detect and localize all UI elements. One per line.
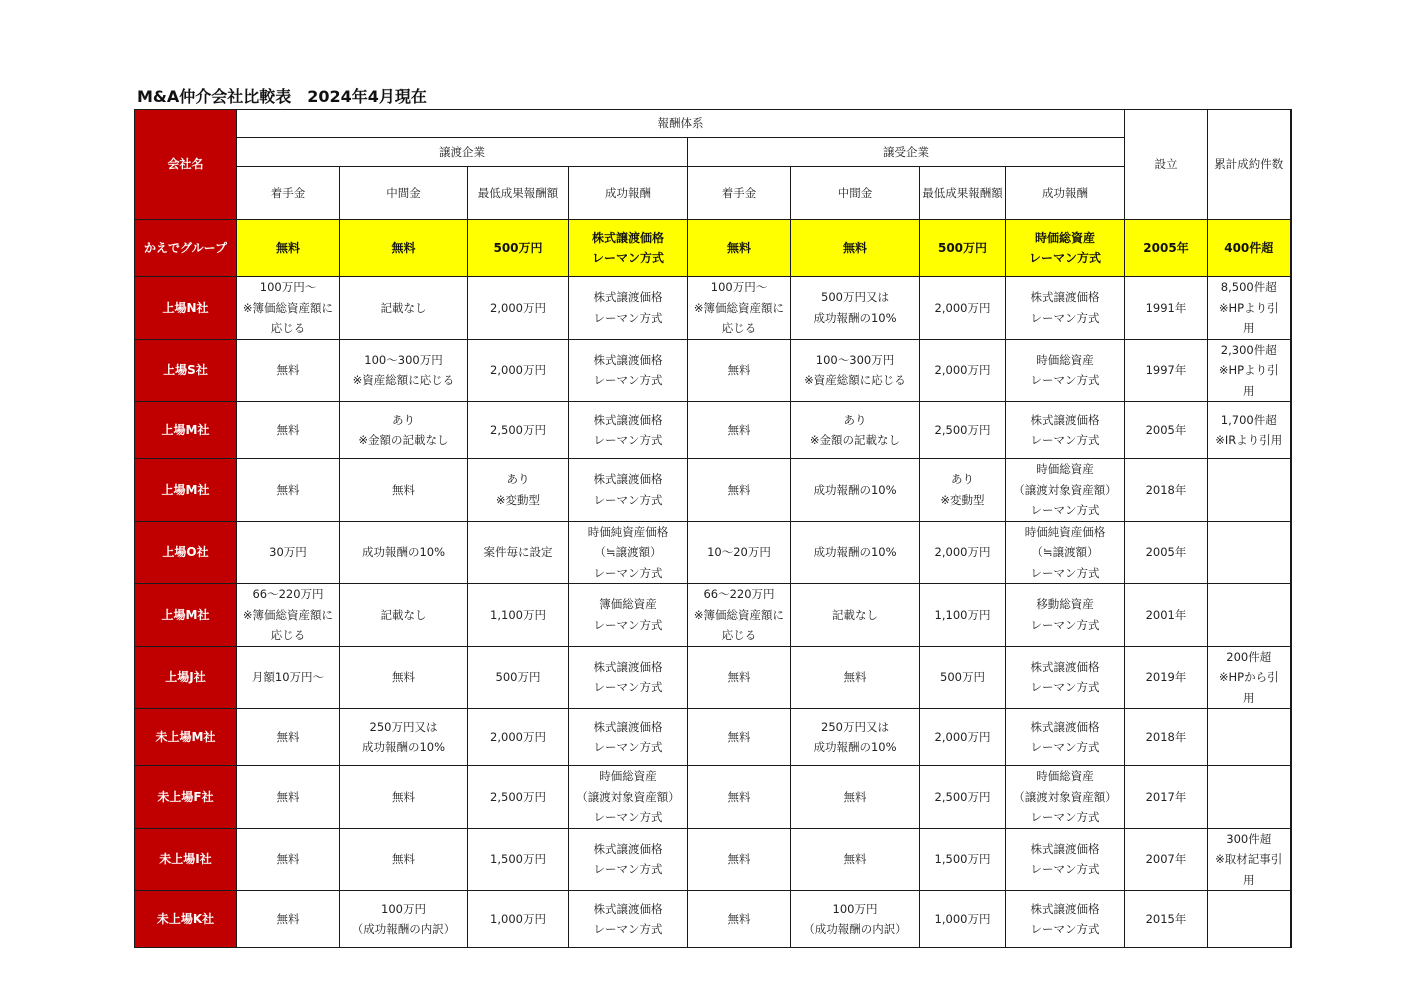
company-name-cell: 未上場K社 [135,891,237,948]
buyer-retainer-cell: 無料 [688,709,791,766]
buyer-minimum-fee-cell: 2,500万円 [920,402,1006,459]
seller-interim-cell: 100～300万円 ※資産総額に応じる [340,339,468,402]
established-cell: 2005年 [1125,220,1208,277]
seller-interim-header: 中間金 [340,167,468,220]
buyer-minimum-fee-cell: 1,000万円 [920,891,1006,948]
seller-minimum-fee-cell: 案件毎に設定 [468,521,569,584]
seller-interim-cell: 無料 [340,766,468,829]
buyer-retainer-cell: 無料 [688,646,791,709]
company-name-header: 会社名 [135,110,237,220]
seller-minimum-fee-cell: 2,000万円 [468,709,569,766]
buyer-retainer-cell: 無料 [688,766,791,829]
seller-interim-cell: 成功報酬の10% [340,521,468,584]
seller-interim-cell: 無料 [340,220,468,277]
buyer-interim-cell: 無料 [791,828,920,891]
seller-interim-cell: 記載なし [340,584,468,647]
seller-minimum-fee-cell: あり ※変動型 [468,459,569,522]
seller-success-fee-cell: 株式譲渡価格 レーマン方式 [569,709,688,766]
table-row [135,891,1291,948]
seller-interim-cell: 250万円又は 成功報酬の10% [340,709,468,766]
seller-interim-cell: 100万円 （成功報酬の内訳） [340,891,468,948]
buyer-retainer-cell: 無料 [688,891,791,948]
buyer-interim-cell: 無料 [791,646,920,709]
established-header: 設立 [1125,110,1208,220]
total-deals-cell [1208,766,1291,829]
company-name-cell: かえでグループ [135,220,237,277]
buyer-interim-cell: 250万円又は 成功報酬の10% [791,709,920,766]
seller-success-fee-cell: 株式譲渡価格 レーマン方式 [569,277,688,340]
table-row [135,584,1291,647]
total-deals-cell: 1,700件超 ※IRより引用 [1208,402,1291,459]
highlight-row [135,220,1291,277]
buyer-success-fee-cell: 時価総資産 レーマン方式 [1006,220,1125,277]
seller-success-fee-cell: 時価総資産 （譲渡対象資産額） レーマン方式 [569,766,688,829]
seller-minimum-fee-cell: 2,000万円 [468,277,569,340]
seller-minimum-fee-cell: 1,500万円 [468,828,569,891]
established-cell: 2017年 [1125,766,1208,829]
total-deals-cell [1208,891,1291,948]
seller-minimum-fee-cell: 2,500万円 [468,766,569,829]
buyer-minimum-fee-cell: 2,000万円 [920,339,1006,402]
seller-interim-cell: あり ※金額の記載なし [340,402,468,459]
seller-interim-cell: 無料 [340,828,468,891]
total-deals-cell: 400件超 [1208,220,1291,277]
buyer-minimum-fee-cell: 2,000万円 [920,521,1006,584]
company-name-cell: 未上場M社 [135,709,237,766]
company-name-cell: 未上場F社 [135,766,237,829]
established-cell: 2001年 [1125,584,1208,647]
buyer-success-header: 成功報酬 [1006,167,1125,220]
buyer-minimum-fee-cell: 1,100万円 [920,584,1006,647]
seller-minimum-fee-cell: 500万円 [468,646,569,709]
company-name-cell: 未上場I社 [135,828,237,891]
buyer-success-fee-cell: 時価純資産価格 （≒譲渡額） レーマン方式 [1006,521,1125,584]
total-deals-cell [1208,521,1291,584]
seller-retainer-cell: 30万円 [237,521,340,584]
seller-minimum-fee-cell: 2,000万円 [468,339,569,402]
total-deals-cell [1208,459,1291,522]
buyer-minimum-fee-cell: 1,500万円 [920,828,1006,891]
buyer-interim-cell: 無料 [791,220,920,277]
buyer-minimum-fee-cell: 500万円 [920,646,1006,709]
seller-retainer-cell: 66～220万円 ※簿価総資産額に 応じる [237,584,340,647]
buyer-success-fee-cell: 移動総資産 レーマン方式 [1006,584,1125,647]
buyer-success-fee-cell: 株式譲渡価格 レーマン方式 [1006,891,1125,948]
seller-retainer-cell: 月額10万円～ [237,646,340,709]
company-name-cell: 上場N社 [135,277,237,340]
buyer-success-fee-cell: 時価総資産 レーマン方式 [1006,339,1125,402]
seller-retainer-cell: 無料 [237,828,340,891]
seller-retainer-cell: 無料 [237,891,340,948]
seller-interim-cell: 無料 [340,646,468,709]
buyer-retainer-cell: 無料 [688,339,791,402]
company-name-cell: 上場M社 [135,459,237,522]
seller-success-header: 成功報酬 [569,167,688,220]
established-cell: 2005年 [1125,521,1208,584]
company-name-cell: 上場M社 [135,584,237,647]
buyer-success-fee-cell: 株式譲渡価格 レーマン方式 [1006,646,1125,709]
seller-retainer-header: 着手金 [237,167,340,220]
total-deals-header: 累計成約件数 [1208,110,1291,220]
buyer-interim-cell: 成功報酬の10% [791,459,920,522]
established-cell: 2019年 [1125,646,1208,709]
buyer-interim-cell: 100～300万円 ※資産総額に応じる [791,339,920,402]
buyer-success-fee-cell: 時価総資産 （譲渡対象資産額） レーマン方式 [1006,459,1125,522]
comparison-table [134,109,1292,948]
established-cell: 1991年 [1125,277,1208,340]
table-row [135,766,1291,829]
table-row [135,459,1291,522]
buyer-retainer-cell: 66～220万円 ※簿価総資産額に 応じる [688,584,791,647]
total-deals-cell: 8,500件超 ※HPより引 用 [1208,277,1291,340]
table-row [135,828,1291,891]
seller-minimum-fee-cell: 2,500万円 [468,402,569,459]
seller-success-fee-cell: 簿価総資産 レーマン方式 [569,584,688,647]
buyer-retainer-header: 着手金 [688,167,791,220]
buyer-retainer-cell: 無料 [688,402,791,459]
buyer-retainer-cell: 無料 [688,220,791,277]
buyer-retainer-cell: 100万円～ ※簿価総資産額に 応じる [688,277,791,340]
buyer-group-header: 譲受企業 [688,138,1125,167]
fee-system-header: 報酬体系 [237,110,1125,138]
seller-minimum-fee-cell: 1,100万円 [468,584,569,647]
buyer-success-fee-cell: 株式譲渡価格 レーマン方式 [1006,402,1125,459]
company-name-cell: 上場J社 [135,646,237,709]
seller-interim-cell: 記載なし [340,277,468,340]
company-name-cell: 上場O社 [135,521,237,584]
total-deals-cell: 2,300件超 ※HPより引 用 [1208,339,1291,402]
buyer-success-fee-cell: 株式譲渡価格 レーマン方式 [1006,709,1125,766]
seller-retainer-cell: 100万円～ ※簿価総資産額に 応じる [237,277,340,340]
total-deals-cell: 300件超 ※取材記事引 用 [1208,828,1291,891]
buyer-success-fee-cell: 時価総資産 （譲渡対象資産額） レーマン方式 [1006,766,1125,829]
company-name-cell: 上場S社 [135,339,237,402]
buyer-success-fee-cell: 株式譲渡価格 レーマン方式 [1006,277,1125,340]
company-name-cell: 上場M社 [135,402,237,459]
seller-retainer-cell: 無料 [237,339,340,402]
seller-success-fee-cell: 時価純資産価格 （≒譲渡額） レーマン方式 [569,521,688,584]
seller-interim-cell: 無料 [340,459,468,522]
buyer-interim-cell: 無料 [791,766,920,829]
table-row [135,709,1291,766]
established-cell: 2005年 [1125,402,1208,459]
seller-retainer-cell: 無料 [237,402,340,459]
seller-success-fee-cell: 株式譲渡価格 レーマン方式 [569,402,688,459]
buyer-interim-cell: あり ※金額の記載なし [791,402,920,459]
seller-minimum-header: 最低成果報酬額 [468,167,569,220]
seller-minimum-fee-cell: 500万円 [468,220,569,277]
seller-success-fee-cell: 株式譲渡価格 レーマン方式 [569,220,688,277]
total-deals-cell [1208,584,1291,647]
buyer-interim-cell: 成功報酬の10% [791,521,920,584]
seller-success-fee-cell: 株式譲渡価格 レーマン方式 [569,646,688,709]
seller-retainer-cell: 無料 [237,220,340,277]
total-deals-cell [1208,709,1291,766]
buyer-minimum-header: 最低成果報酬額 [920,167,1006,220]
seller-success-fee-cell: 株式譲渡価格 レーマン方式 [569,828,688,891]
table-row [135,646,1291,709]
established-cell: 2018年 [1125,709,1208,766]
table-row [135,277,1291,340]
buyer-minimum-fee-cell: 2,000万円 [920,277,1006,340]
page-title: M&A仲介会社比較表 2024年4月現在 [137,87,427,106]
table-row [135,521,1291,584]
table-row [135,339,1291,402]
seller-success-fee-cell: 株式譲渡価格 レーマン方式 [569,891,688,948]
established-cell: 1997年 [1125,339,1208,402]
buyer-interim-cell: 500万円又は 成功報酬の10% [791,277,920,340]
buyer-minimum-fee-cell: 2,500万円 [920,766,1006,829]
seller-retainer-cell: 無料 [237,709,340,766]
seller-group-header: 譲渡企業 [237,138,688,167]
buyer-minimum-fee-cell: あり ※変動型 [920,459,1006,522]
buyer-interim-cell: 100万円 （成功報酬の内訳） [791,891,920,948]
established-cell: 2015年 [1125,891,1208,948]
buyer-minimum-fee-cell: 500万円 [920,220,1006,277]
buyer-minimum-fee-cell: 2,000万円 [920,709,1006,766]
seller-success-fee-cell: 株式譲渡価格 レーマン方式 [569,339,688,402]
seller-retainer-cell: 無料 [237,459,340,522]
seller-retainer-cell: 無料 [237,766,340,829]
buyer-interim-cell: 記載なし [791,584,920,647]
buyer-retainer-cell: 無料 [688,459,791,522]
buyer-interim-header: 中間金 [791,167,920,220]
table-row [135,402,1291,459]
buyer-retainer-cell: 無料 [688,828,791,891]
seller-success-fee-cell: 株式譲渡価格 レーマン方式 [569,459,688,522]
established-cell: 2007年 [1125,828,1208,891]
buyer-retainer-cell: 10～20万円 [688,521,791,584]
seller-minimum-fee-cell: 1,000万円 [468,891,569,948]
established-cell: 2018年 [1125,459,1208,522]
total-deals-cell: 200件超 ※HPから引 用 [1208,646,1291,709]
buyer-success-fee-cell: 株式譲渡価格 レーマン方式 [1006,828,1125,891]
